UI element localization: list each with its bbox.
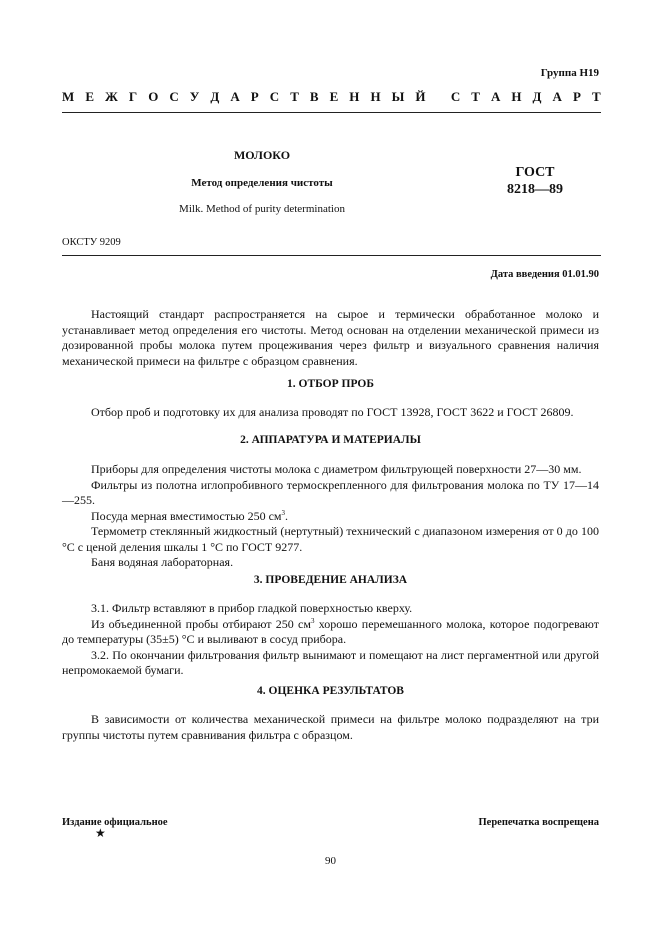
analysis-paragraph-2-end: хорошо перемешанного молока, которое подогревают до температуры (35±5) °С и выливают в сосуд прибора. xyxy=(62,616,599,646)
sampling-paragraph: Отбор проб и подготовку их для анализа проводят по ГОСТ 13928, ГОСТ 3622 и ГОСТ 26809. xyxy=(91,405,574,419)
banner-letter: С xyxy=(269,89,280,104)
apparatus-paragraph-3-end: . xyxy=(285,508,288,523)
star-icon: ★ xyxy=(95,826,106,840)
banner-letter: А xyxy=(552,89,562,104)
banner-letter: А xyxy=(230,89,240,104)
section-sampling-body xyxy=(62,405,599,421)
gost-number: 8218—89 xyxy=(507,182,563,197)
banner-letter: Е xyxy=(85,89,94,104)
banner-letter: М xyxy=(62,89,75,104)
banner-letter: В xyxy=(309,89,319,104)
analysis-paragraph-3: 3.2. По окончании фильтрования фильтр вынимают и помещают на лист пергаментной или другой непромокаемой бумаги. xyxy=(62,647,599,677)
banner-letter: С xyxy=(450,89,461,104)
analysis-paragraph-2 xyxy=(62,617,599,648)
banner-letter: Д xyxy=(210,89,220,104)
banner-letter: У xyxy=(189,89,200,104)
banner-letter: Р xyxy=(250,89,259,104)
banner-letter: Т xyxy=(591,89,601,104)
apparatus-paragraph-3 xyxy=(62,509,599,525)
reprint-prohibited-note: Перепечатка воспрещена xyxy=(478,817,599,828)
apparatus-paragraph-4: Термометр стеклянный жидкостный (нертутный) технический с диапазоном измерения от 0 до 100 °С с ценой деления шкалы 1 °С по ГОСТ 9277. xyxy=(62,524,599,554)
section-results-body xyxy=(62,712,599,743)
banner-letter: Н xyxy=(511,89,522,104)
introduction-date: Дата введения 01.01.90 xyxy=(490,269,599,280)
okstu-code: ОКСТУ 9209 xyxy=(62,237,121,248)
top-divider xyxy=(62,112,601,113)
analysis-paragraph-2-text: Из объединенной пробы отбирают 250 см xyxy=(91,616,311,631)
banner-letter: Е xyxy=(329,89,339,104)
banner-letter: Р xyxy=(572,89,581,104)
section-analysis-body xyxy=(62,601,599,679)
apparatus-paragraph-5: Баня водяная лабораторная. xyxy=(91,555,234,569)
banner-letter: Н xyxy=(370,89,381,104)
intro-paragraph: Настоящий стандарт распространяется на сырое и термически обработанное молоко и устанавливает метод определения его чистоты. Метод основан на отделении механической примеси из дозированной пробы молока путем процеживания через фильтр и визуального сравнения наличия механической примеси на фильтре с образцом сравнения. xyxy=(62,307,599,368)
banner-letter: Й xyxy=(415,89,426,104)
apparatus-paragraph-2: Фильтры из полотна иглопробивного термоскрепленного для фильтрования молока по ТУ 17—14—255. xyxy=(62,477,599,507)
banner-letter: Г xyxy=(128,89,138,104)
apparatus-paragraph-1: Приборы для определения чистоты молока с диаметром фильтрующей поверхности 27—30 мм. xyxy=(91,462,582,476)
banner-letter: С xyxy=(169,89,179,104)
banner-letter: Д xyxy=(532,89,542,104)
analysis-paragraph-1: 3.1. Фильтр вставляют в прибор гладкой поверхностью кверху. xyxy=(91,601,413,615)
group-code: Группа Н19 xyxy=(540,67,599,79)
section-heading-sampling: 1. ОТБОР ПРОБ xyxy=(287,378,374,390)
page-number: 90 xyxy=(325,855,336,867)
okstu-divider xyxy=(62,255,601,256)
interstate-standard-banner xyxy=(62,89,601,105)
superscript-3: 3 xyxy=(281,508,285,517)
results-paragraph: В зависимости от количества механической примеси на фильтре молоко подразделяют на три группы чистоты путем сравнивания фильтра с образцом. xyxy=(62,712,599,742)
section-heading-analysis: 3. ПРОВЕДЕНИЕ АНАЛИЗА xyxy=(253,574,408,586)
banner-letter xyxy=(437,89,440,105)
english-title: Milk. Method of purity determination xyxy=(179,203,345,215)
gost-label: ГОСТ xyxy=(515,165,555,180)
superscript-3: 3 xyxy=(310,616,315,625)
section-apparatus-body xyxy=(62,462,599,571)
document-title: МОЛОКО xyxy=(233,148,291,162)
official-edition-note: Издание официальное xyxy=(62,817,168,828)
intro-paragraph-block xyxy=(62,307,599,369)
banner-letter: Н xyxy=(349,89,360,104)
banner-letter: Т xyxy=(290,89,299,104)
banner-letter: Т xyxy=(471,89,480,104)
banner-letter: Ы xyxy=(391,89,405,104)
banner-letter: А xyxy=(490,89,501,104)
document-subtitle: Метод определения чистоты xyxy=(191,177,333,189)
banner-letter: О xyxy=(148,89,159,104)
section-heading-results: 4. ОЦЕНКА РЕЗУЛЬТАТОВ xyxy=(257,685,404,697)
apparatus-paragraph-3-text: Посуда мерная вместимостью 250 см xyxy=(91,508,282,523)
banner-letter: Ж xyxy=(105,89,118,104)
section-heading-apparatus: 2. АППАРАТУРА И МАТЕРИАЛЫ xyxy=(240,434,421,446)
gost-designation xyxy=(470,164,600,198)
